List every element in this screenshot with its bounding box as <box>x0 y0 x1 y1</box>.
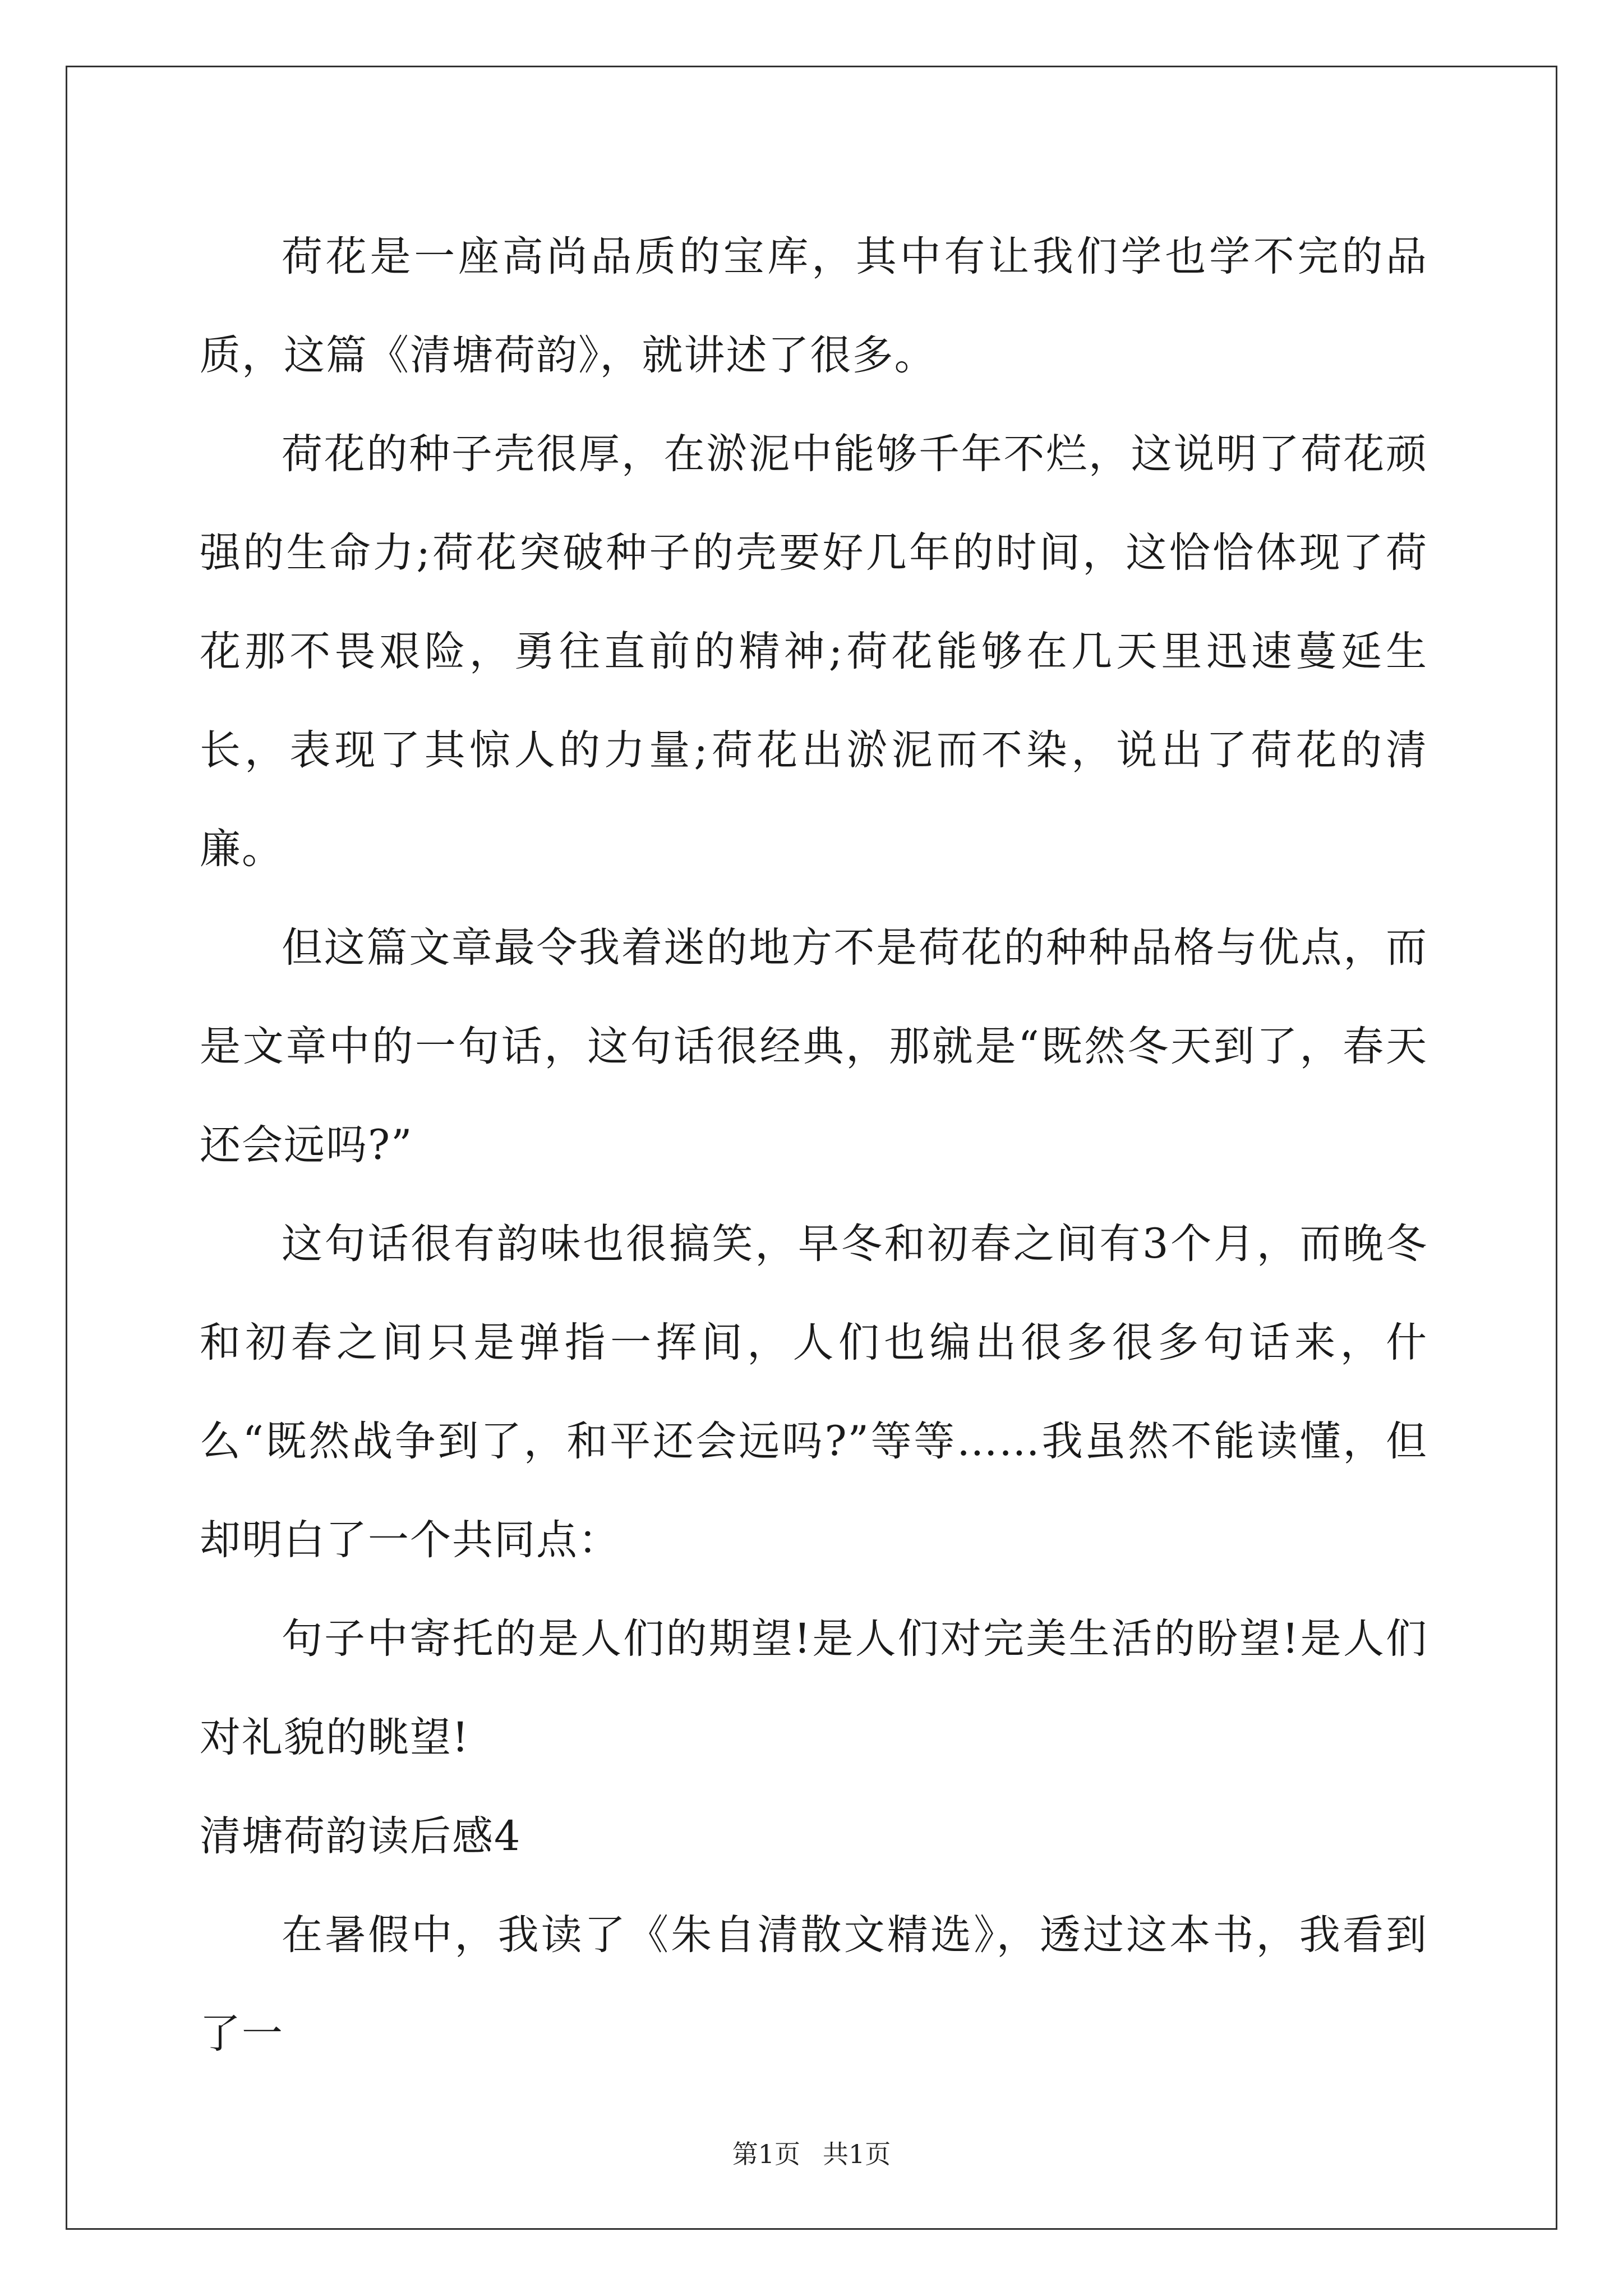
paragraph: 荷花的种子壳很厚，在淤泥中能够千年不烂，这说明了荷花顽强的生命力;荷花突破种子的壳要好几年的时间，这恰恰体现了荷花那不畏艰险，勇往直前的精神;荷花能够在几天里迅速蔓延生长，表现了其惊人的力量;荷花出淤泥而不染，说出了荷花的清廉。 <box>200 430 1428 873</box>
document-body <box>200 208 1428 2083</box>
section-title: 清塘荷韵读后感4 <box>200 1812 522 1860</box>
paragraph: 这句话很有韵味也很搞笑，早冬和初春之间有3个月，而晚冬和初春之间只是弹指一挥间，人们也编出很多很多句话来，什么“既然战争到了，和平还会远吗?”等等……我虽然不能读懂，但却明白了一个共同点： <box>200 1220 1428 1564</box>
page-number: 第1页 <box>732 2139 800 2169</box>
page-footer <box>0 2137 1623 2171</box>
paragraph: 但这篇文章最令我着迷的地方不是荷花的种种品格与优点，而是文章中的一句话，这句话很经典，那就是“既然冬天到了，春天还会远吗?” <box>200 924 1428 1169</box>
paragraph: 句子中寄托的是人们的期望!是人们对完美生活的盼望!是人们对礼貌的眺望! <box>200 1615 1428 1761</box>
page-total: 共1页 <box>823 2139 891 2169</box>
paragraph: 在暑假中，我读了《朱自清散文精选》，透过这本书，我看到了一 <box>200 1911 1428 2058</box>
paragraph: 荷花是一座高尚品质的宝库，其中有让我们学也学不完的品质，这篇《清塘荷韵》，就讲述了很多。 <box>200 233 1428 379</box>
